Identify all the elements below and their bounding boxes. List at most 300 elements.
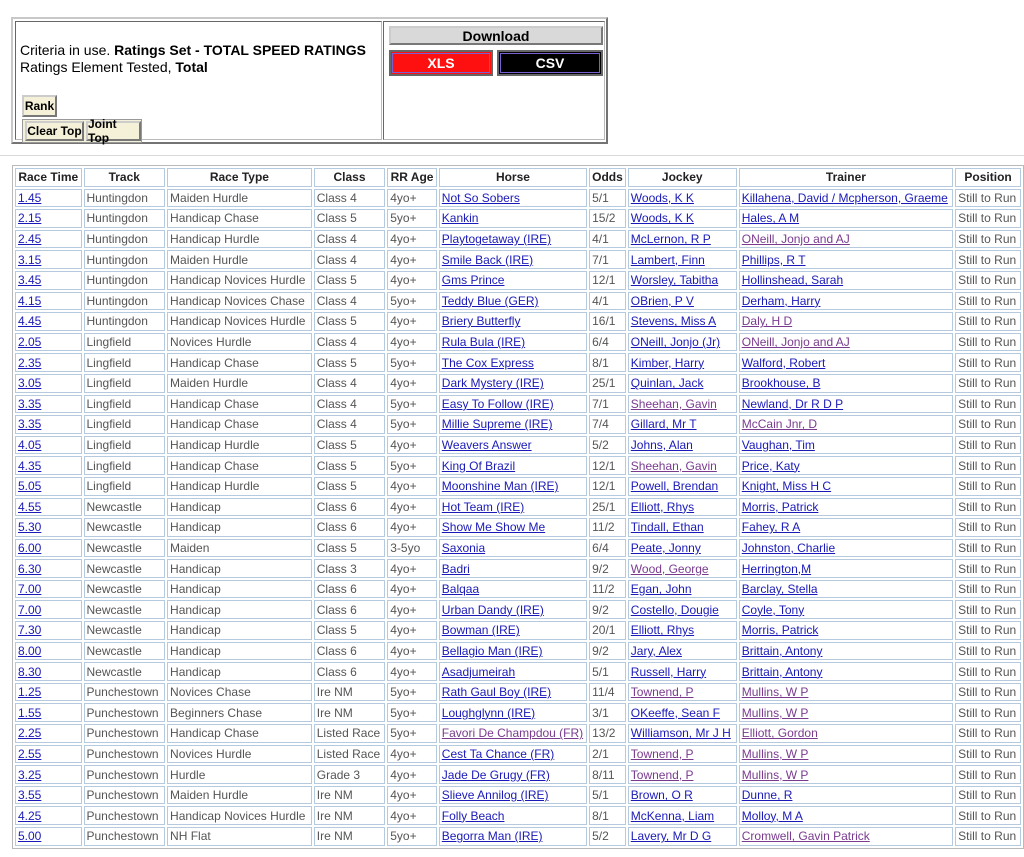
jockey-cell-link[interactable]: Elliott, Rhys [630,623,695,638]
trainer-cell-link[interactable]: Hollinshead, Sarah [741,273,844,288]
race-type-cell: Novices Hurdle [167,333,312,352]
rr-age-cell: 3-5yo [387,539,437,558]
trainer-cell-link[interactable]: Killahena, David / Mcpherson, Graeme [741,190,948,205]
odds-cell: 16/1 [589,312,626,331]
download-section [383,21,605,140]
position-cell: Still to Run [955,827,1021,846]
horse-cell-link[interactable]: Jade De Grugy (FR) [441,767,550,782]
horse-cell-link[interactable]: Slieve Annilog (IRE) [441,788,549,803]
jockey-cell [628,415,737,434]
trainer-cell [739,683,953,702]
jockey-cell-link[interactable]: ONeill, Jonjo (Jr) [630,335,721,350]
trainer-cell-link[interactable]: Elliott, Gordon [741,726,818,741]
trainer-cell [739,518,953,537]
horse-cell-link[interactable]: Teddy Blue (GER) [441,293,539,308]
jockey-cell-link[interactable]: Townend, P [630,767,694,782]
table-row [15,292,1021,311]
race-time-cell-link[interactable]: 7.00 [18,602,42,617]
position-cell: Still to Run [955,209,1021,228]
trainer-cell [739,580,953,599]
trainer-cell-link[interactable]: McCain Jnr, D [741,417,818,432]
track-cell: Lingfield [84,436,166,455]
trainer-cell-link[interactable]: Hales, A M [741,211,800,226]
jockey-cell [628,456,737,475]
race-time-cell-link[interactable]: 8.30 [18,664,42,679]
race-time-cell-link[interactable]: 7.00 [18,582,42,597]
header-position[interactable]: Position [955,168,1021,187]
trainer-cell-link[interactable]: Barclay, Stella [741,582,818,597]
header-horse[interactable]: Horse [439,168,587,187]
race-time-cell-link[interactable]: 5.05 [18,479,42,494]
table-row [15,539,1021,558]
race-type-cell: Handicap [167,600,312,619]
rr-age-cell: 5yo+ [387,827,437,846]
horse-cell [439,642,587,661]
download-title: Download [389,26,603,45]
race-time-cell [15,662,82,681]
position-cell: Still to Run [955,683,1021,702]
trainer-cell-link[interactable]: Mullins, W P [741,685,809,700]
jockey-cell [628,703,737,722]
header-trainer[interactable]: Trainer [739,168,953,187]
track-cell: Lingfield [84,333,166,352]
jockey-cell-link[interactable]: Gillard, Mr T [630,417,697,432]
position-cell: Still to Run [955,786,1021,805]
jockey-cell-link[interactable]: Kimber, Harry [630,355,705,370]
race-time-cell [15,703,82,722]
race-time-cell-link[interactable]: 1.25 [18,685,42,700]
criteria-section [15,21,382,145]
trainer-cell-link[interactable]: Mullins, W P [741,746,809,761]
table-row [15,271,1021,290]
trainer-cell [739,271,953,290]
race-type-cell: Handicap [167,518,312,537]
horse-cell-link[interactable]: Hot Team (IRE) [441,499,525,514]
jockey-cell-link[interactable]: Egan, John [630,582,692,597]
trainer-cell-link[interactable]: Molloy, M A [741,808,803,823]
horse-cell-link[interactable]: Rath Gaul Boy (IRE) [441,685,552,700]
table-row [15,765,1021,784]
horse-cell [439,230,587,249]
rr-age-cell: 5yo+ [387,456,437,475]
odds-cell: 11/2 [589,518,626,537]
odds-cell: 3/1 [589,703,626,722]
race-time-cell-link[interactable]: 5.30 [18,520,42,535]
horse-cell-link[interactable]: Balqaa [441,582,480,597]
horse-cell [439,745,587,764]
race-time-cell-link[interactable]: 3.55 [18,788,42,803]
class-cell: Class 6 [314,600,386,619]
jockey-cell-link[interactable]: OKeeffe, Sean F [630,705,720,720]
race-time-cell-link[interactable]: 3.45 [18,273,42,288]
horse-cell-link[interactable]: Kankin [441,211,479,226]
trainer-cell-link[interactable]: Mullins, W P [741,705,809,720]
race-type-cell: Handicap Hurdle [167,477,312,496]
position-cell: Still to Run [955,271,1021,290]
jockey-cell-link[interactable]: Lavery, Mr D G [630,829,712,844]
race-time-cell-link[interactable]: 2.55 [18,746,42,761]
jockey-cell-link[interactable]: Quinlan, Jack [630,376,704,391]
jockey-cell-link[interactable]: Lambert, Finn [630,252,705,267]
horse-cell-link[interactable]: Saxonia [441,540,486,555]
header-odds[interactable]: Odds [589,168,626,187]
position-cell: Still to Run [955,600,1021,619]
race-type-cell: Maiden Hurdle [167,786,312,805]
rr-age-cell: 4yo+ [387,477,437,496]
odds-cell: 9/2 [589,600,626,619]
track-cell: Lingfield [84,415,166,434]
trainer-cell-link[interactable]: Brookhouse, B [741,376,821,391]
table-row [15,642,1021,661]
jockey-cell-link[interactable]: Costello, Dougie [630,602,719,617]
track-cell: Huntingdon [84,189,166,208]
race-time-cell-link[interactable]: 2.15 [18,211,42,226]
class-cell: Class 5 [314,353,386,372]
position-cell: Still to Run [955,806,1021,825]
trainer-cell [739,662,953,681]
horse-cell-link[interactable]: Folly Beach [441,808,505,823]
header-race-time[interactable]: Race Time [15,168,82,187]
rank-button[interactable]: Rank [22,95,57,117]
download-csv-button[interactable]: CSV [497,50,603,76]
header-rr-age[interactable]: RR Age [387,168,437,187]
jockey-cell-link[interactable]: Williamson, Mr J H [630,726,731,741]
track-cell: Huntingdon [84,230,166,249]
odds-cell: 6/4 [589,333,626,352]
jockey-cell [628,292,737,311]
trainer-cell [739,477,953,496]
race-time-cell-link[interactable]: 7.30 [18,623,42,638]
jockey-cell-link[interactable]: Powell, Brendan [630,479,719,494]
horse-cell-link[interactable]: Smile Back (IRE) [441,252,534,267]
position-cell: Still to Run [955,745,1021,764]
jockey-cell-link[interactable]: Tindall, Ethan [630,520,704,535]
race-time-cell [15,333,82,352]
odds-cell: 7/1 [589,250,626,269]
table-row [15,353,1021,372]
horse-cell [439,292,587,311]
jockey-cell [628,642,737,661]
table-row [15,189,1021,208]
horse-cell-link[interactable]: Briery Butterfly [441,314,521,329]
horse-cell-link[interactable]: Rula Bula (IRE) [441,335,526,350]
jockey-cell-link[interactable]: Woods, K K [630,211,694,226]
race-time-cell-link[interactable]: 2.25 [18,726,42,741]
horse-cell [439,395,587,414]
track-cell: Newcastle [84,600,166,619]
horse-cell-link[interactable]: Moonshine Man (IRE) [441,479,559,494]
class-cell: Class 5 [314,436,386,455]
race-time-cell-link[interactable]: 2.35 [18,355,42,370]
race-type-cell: Handicap Chase [167,724,312,743]
race-type-cell: Beginners Chase [167,703,312,722]
race-time-cell [15,600,82,619]
track-cell: Huntingdon [84,209,166,228]
position-cell: Still to Run [955,250,1021,269]
class-cell: Listed Race [314,724,386,743]
race-time-cell-link[interactable]: 3.25 [18,767,42,782]
trainer-cell-link[interactable]: Morris, Patrick [741,623,819,638]
race-time-cell-link[interactable]: 5.00 [18,829,42,844]
class-cell: Class 4 [314,333,386,352]
header-jockey[interactable]: Jockey [628,168,737,187]
odds-cell: 7/1 [589,395,626,414]
table-row [15,724,1021,743]
trainer-cell [739,827,953,846]
odds-cell: 5/1 [589,786,626,805]
rr-age-cell: 4yo+ [387,662,437,681]
horse-cell [439,518,587,537]
rr-age-cell: 4yo+ [387,498,437,517]
race-time-cell-link[interactable]: 3.05 [18,376,42,391]
table-row [15,662,1021,681]
horse-cell [439,250,587,269]
class-cell: Class 6 [314,642,386,661]
race-time-cell-link[interactable]: 4.05 [18,438,42,453]
race-time-cell-link[interactable]: 8.00 [18,643,42,658]
class-cell: Class 6 [314,518,386,537]
jockey-cell [628,436,737,455]
jockey-cell [628,827,737,846]
trainer-cell-link[interactable]: Brittain, Antony [741,664,823,679]
race-type-cell: Maiden [167,539,312,558]
race-time-cell-link[interactable]: 6.30 [18,561,42,576]
trainer-cell-link[interactable]: Mullins, W P [741,767,809,782]
horse-cell [439,765,587,784]
horse-cell-link[interactable]: Bellagio Man (IRE) [441,643,543,658]
jockey-cell-link[interactable]: Wood, George [630,561,709,576]
horse-cell-link[interactable]: Weavers Answer [441,438,532,453]
horse-cell-link[interactable]: The Cox Express [441,355,534,370]
position-cell: Still to Run [955,436,1021,455]
table-row [15,786,1021,805]
jockey-cell [628,353,737,372]
horse-cell-link[interactable]: Badri [441,561,470,576]
horse-cell-link[interactable]: Playtogetaway (IRE) [441,232,552,247]
trainer-cell-link[interactable]: ONeill, Jonjo and AJ [741,232,850,247]
class-cell: Ire NM [314,683,386,702]
trainer-cell-link[interactable]: Newland, Dr R D P [741,396,844,411]
race-type-cell: NH Flat [167,827,312,846]
jockey-cell [628,374,737,393]
race-type-cell: Novices Hurdle [167,745,312,764]
track-cell: Punchestown [84,724,166,743]
position-cell: Still to Run [955,395,1021,414]
horse-cell-link[interactable]: Millie Supreme (IRE) [441,417,553,432]
track-cell: Lingfield [84,456,166,475]
race-time-cell-link[interactable]: 6.00 [18,540,42,555]
race-time-cell [15,250,82,269]
table-row [15,745,1021,764]
race-type-cell: Handicap [167,642,312,661]
jockey-cell-link[interactable]: Worsley, Tabitha [630,273,719,288]
trainer-cell [739,395,953,414]
odds-cell: 6/4 [589,539,626,558]
race-time-cell [15,456,82,475]
horse-cell-link[interactable]: Not So Sobers [441,190,520,205]
horse-cell-link[interactable]: Easy To Follow (IRE) [441,396,554,411]
trainer-cell [739,189,953,208]
jockey-cell [628,724,737,743]
jockey-cell-link[interactable]: Russell, Harry [630,664,707,679]
race-time-cell-link[interactable]: 3.35 [18,417,42,432]
jockey-cell-link[interactable]: Elliott, Rhys [630,499,695,514]
header-race-type[interactable]: Race Type [167,168,312,187]
jockey-cell [628,662,737,681]
trainer-cell-link[interactable]: Herrington,M [741,561,812,576]
race-time-cell-link[interactable]: 2.05 [18,335,42,350]
criteria-label: Criteria in use. [20,42,111,58]
odds-cell: 12/1 [589,456,626,475]
horse-cell [439,415,587,434]
race-time-cell-link[interactable]: 4.35 [18,458,42,473]
class-cell: Class 4 [314,292,386,311]
horse-cell-link[interactable]: Gms Prince [441,273,505,288]
horse-cell-link[interactable]: Begorra Man (IRE) [441,829,543,844]
race-time-cell-link[interactable]: 4.25 [18,808,42,823]
horse-cell-link[interactable]: Bowman (IRE) [441,623,520,638]
table-row [15,621,1021,640]
table-row [15,477,1021,496]
joint-top-button[interactable]: Joint Top [86,121,141,141]
table-row [15,456,1021,475]
trainer-cell-link[interactable]: Dunne, R [741,788,793,803]
horizontal-divider [0,155,1024,156]
position-cell: Still to Run [955,724,1021,743]
position-cell: Still to Run [955,292,1021,311]
race-time-cell-link[interactable]: 4.45 [18,314,42,329]
clear-top-button[interactable]: Clear Top [25,121,84,141]
trainer-cell-link[interactable]: Daly, H D [741,314,793,329]
track-cell: Lingfield [84,353,166,372]
odds-cell: 11/4 [589,683,626,702]
jockey-cell [628,518,737,537]
table-row [15,333,1021,352]
odds-cell: 9/2 [589,559,626,578]
trainer-cell [739,642,953,661]
horse-cell [439,498,587,517]
rr-age-cell: 4yo+ [387,436,437,455]
horse-cell [439,827,587,846]
horse-cell-link[interactable]: Favori De Champdou (FR) [441,726,584,741]
trainer-cell-link[interactable]: Vaughan, Tim [741,438,815,453]
position-cell: Still to Run [955,642,1021,661]
rr-age-cell: 4yo+ [387,621,437,640]
horse-cell [439,312,587,331]
trainer-cell-link[interactable]: Johnston, Charlie [741,540,836,555]
race-time-cell [15,518,82,537]
jockey-cell-link[interactable]: Sheehan, Gavin [630,396,717,411]
jockey-cell-link[interactable]: OBrien, P V [630,293,694,308]
track-cell: Huntingdon [84,250,166,269]
trainer-cell-link[interactable]: Phillips, R T [741,252,806,267]
jockey-cell-link[interactable]: Townend, P [630,685,694,700]
jockey-cell-link[interactable]: Johns, Alan [630,438,693,453]
rr-age-cell: 4yo+ [387,333,437,352]
odds-cell: 11/2 [589,580,626,599]
race-type-cell: Novices Chase [167,683,312,702]
trainer-cell-link[interactable]: Cromwell, Gavin Patrick [741,829,870,844]
horse-cell [439,271,587,290]
header-track[interactable]: Track [84,168,166,187]
jockey-cell-link[interactable]: Stevens, Miss A [630,314,717,329]
race-time-cell-link[interactable]: 4.55 [18,499,42,514]
horse-cell-link[interactable]: Urban Dandy (IRE) [441,602,544,617]
race-time-cell [15,539,82,558]
jockey-cell-link[interactable]: Jary, Alex [630,643,682,658]
horse-cell-link[interactable]: King Of Brazil [441,458,516,473]
jockey-cell [628,600,737,619]
rr-age-cell: 4yo+ [387,312,437,331]
trainer-cell [739,209,953,228]
jockey-cell-link[interactable]: Brown, O R [630,788,693,803]
trainer-cell-link[interactable]: Derham, Harry [741,293,821,308]
class-cell: Class 4 [314,415,386,434]
class-cell: Class 3 [314,559,386,578]
track-cell: Punchestown [84,703,166,722]
odds-cell: 9/2 [589,642,626,661]
class-cell: Class 5 [314,209,386,228]
race-time-cell-link[interactable]: 3.15 [18,252,42,267]
race-time-cell-link[interactable]: 1.45 [18,190,42,205]
race-type-cell: Hurdle [167,765,312,784]
trainer-cell-link[interactable]: Morris, Patrick [741,499,819,514]
table-row [15,230,1021,249]
horse-cell [439,683,587,702]
table-row [15,518,1021,537]
race-time-cell-link[interactable]: 1.55 [18,705,42,720]
jockey-cell-link[interactable]: Sheehan, Gavin [630,458,717,473]
jockey-cell-link[interactable]: Peate, Jonny [630,540,701,555]
race-time-cell-link[interactable]: 4.15 [18,293,42,308]
race-type-cell: Handicap Chase [167,353,312,372]
jockey-cell-link[interactable]: Townend, P [630,746,694,761]
header-class[interactable]: Class [314,168,386,187]
jockey-cell [628,333,737,352]
rr-age-cell: 5yo+ [387,209,437,228]
jockey-cell-link[interactable]: McLernon, R P [630,232,711,247]
trainer-cell [739,559,953,578]
jockey-cell [628,786,737,805]
race-time-cell [15,683,82,702]
race-type-cell: Handicap Novices Hurdle [167,271,312,290]
horse-cell-link[interactable]: Dark Mystery (IRE) [441,376,544,391]
race-time-cell [15,498,82,517]
download-xls-button[interactable]: XLS [389,50,493,76]
trainer-cell-link[interactable]: ONeill, Jonjo and AJ [741,335,850,350]
horse-cell-link[interactable]: Cest Ta Chance (FR) [441,746,555,761]
odds-cell: 5/1 [589,662,626,681]
rr-age-cell: 5yo+ [387,353,437,372]
race-time-cell-link[interactable]: 2.45 [18,232,42,247]
trainer-cell-link[interactable]: Price, Katy [741,458,800,473]
jockey-cell-link[interactable]: McKenna, Liam [630,808,715,823]
trainer-cell-link[interactable]: Knight, Miss H C [741,479,832,494]
trainer-cell-link[interactable]: Coyle, Tony [741,602,805,617]
jockey-cell-link[interactable]: Woods, K K [630,190,694,205]
odds-cell: 4/1 [589,230,626,249]
horse-cell-link[interactable]: Show Me Show Me [441,520,546,535]
trainer-cell [739,415,953,434]
odds-cell: 8/11 [589,765,626,784]
trainer-cell-link[interactable]: Brittain, Antony [741,643,823,658]
race-time-cell-link[interactable]: 3.35 [18,396,42,411]
horse-cell-link[interactable]: Loughglynn (IRE) [441,705,536,720]
race-type-cell: Handicap Hurdle [167,436,312,455]
trainer-cell-link[interactable]: Walford, Robert [741,355,826,370]
trainer-cell-link[interactable]: Fahey, R A [741,520,801,535]
horse-cell-link[interactable]: Asadjumeirah [441,664,516,679]
